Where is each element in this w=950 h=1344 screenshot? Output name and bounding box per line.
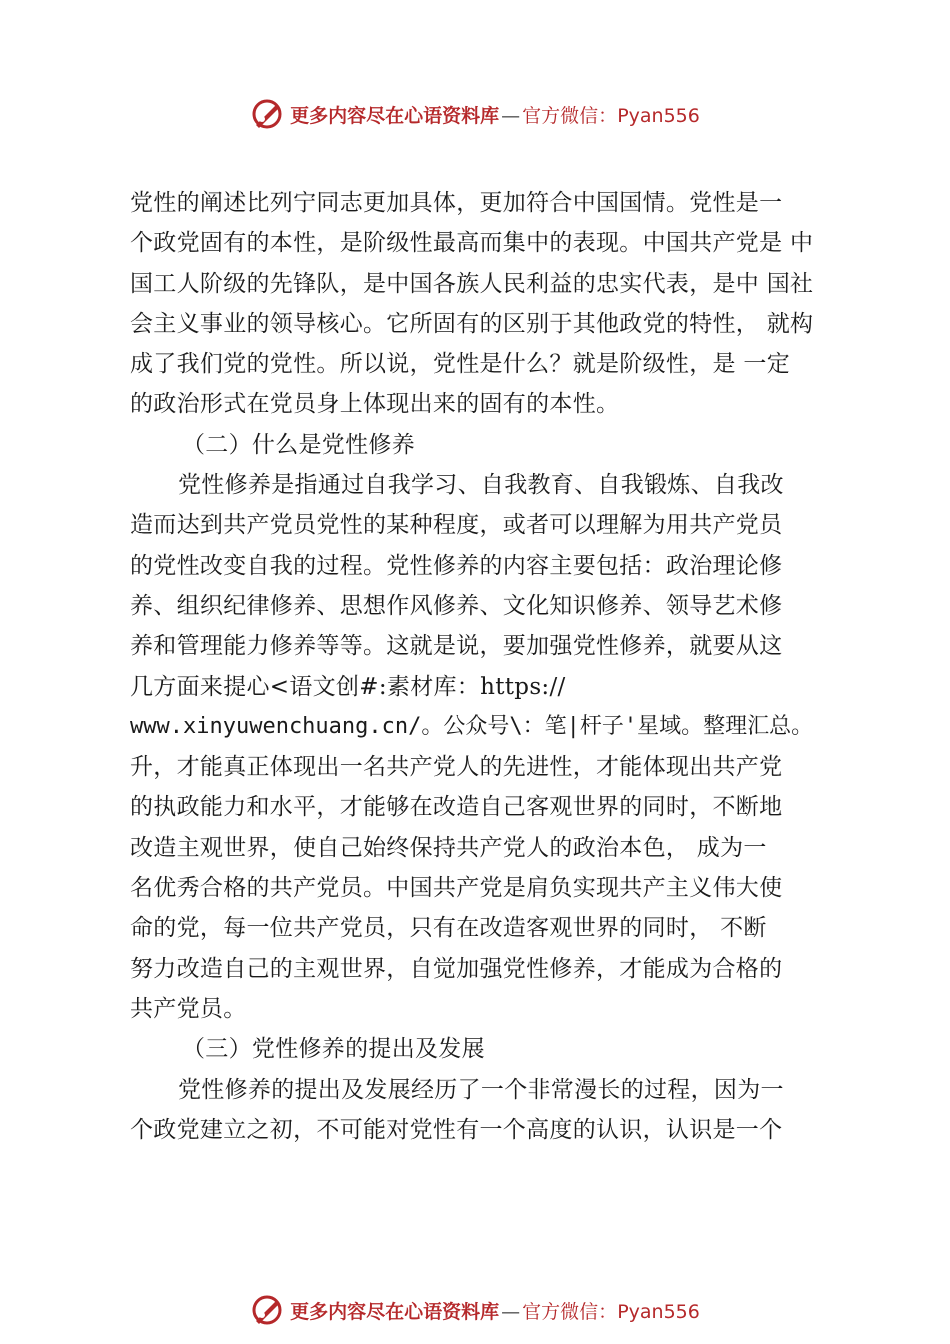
text-line: 改造主观世界，使自己始终保持共产党人的政治本色， 成为一 (130, 834, 767, 861)
pen-logo-icon (250, 97, 284, 131)
banner-text (290, 1297, 700, 1324)
text-line: 个政党建立之初，不可能对党性有一个高度的认识，认识是一个 (130, 1116, 783, 1143)
banner-wechat-id: Pyan556 (617, 104, 700, 127)
text-line: 命的党，每一位共产党员，只有在改造客观世界的同时， 不断 (130, 915, 767, 942)
text-line: 个政党固有的本性，是阶级性最高而集中的表现。中国共产党是 中 (130, 230, 814, 257)
text-line: 养和管理能力修养等等。这就是说，要加强党性修养，就要从这 (130, 633, 783, 660)
text-line: 党性修养是指通过自我学习、自我教育、自我锻炼、自我改 (178, 472, 784, 499)
footer-banner (0, 1290, 950, 1330)
banner-wechat-id: Pyan556 (617, 1300, 700, 1323)
text-line: 升，才能真正体现出一名共产党人的先进性，才能体现出共产党 (130, 754, 783, 781)
section-heading: （二）什么是党性修养 (182, 431, 415, 458)
text-line: 的政治形式在党员身上体现出来的固有的本性。 (130, 391, 620, 418)
text-line: www.xinyuwenchuang.cn/。公众号\：笔|杆子'星域。整理汇总。 (130, 713, 814, 739)
banner-wechat-label: 官方微信： (522, 104, 618, 127)
text-line: 会主义事业的领导核心。它所固有的区别于其他政党的特性， 就构 (130, 310, 814, 337)
text-line: 造而达到共产党员党性的某种程度，或者可以理解为用共产党员 (130, 512, 783, 539)
text-line: 党性修养的提出及发展经历了一个非常漫长的过程，因为一 (178, 1076, 784, 1103)
text-line: 几方面来提心<语文创#:素材库：https:// (130, 673, 566, 700)
text-line: 成了我们党的党性。所以说，党性是什么？就是阶级性，是 一定 (130, 351, 791, 378)
section-heading: （三）党性修养的提出及发展 (182, 1036, 485, 1063)
text-line: 名优秀合格的共产党员。中国共产党是肩负实现共产主义伟大使 (130, 875, 783, 902)
pen-logo-icon (250, 1293, 284, 1327)
text-line: 党性的阐述比列宁同志更加具体，更加符合中国国情。党性是一 (130, 190, 783, 216)
banner-text (290, 101, 700, 128)
text-line: 共产党员。 (130, 995, 247, 1022)
banner-wechat-label: 官方微信： (522, 1300, 618, 1323)
banner-library-name: 更多内容尽在心语资料库 (290, 104, 500, 127)
document-body (130, 183, 842, 1150)
header-banner (0, 94, 950, 134)
text-line: 养、组织纪律修养、思想作风修养、文化知识修养、领导艺术修 (130, 592, 783, 619)
banner-library-name: 更多内容尽在心语资料库 (290, 1300, 500, 1323)
text-line: 努力改造自己的主观世界，自觉加强党性修养，才能成为合格的 (130, 955, 783, 982)
text-line: 国工人阶级的先锋队，是中国各族人民利益的忠实代表，是中 国社 (130, 270, 814, 297)
text-line: 的执政能力和水平，才能够在改造自己客观世界的同时，不断地 (130, 794, 783, 821)
banner-dash: — (501, 104, 521, 127)
banner-dash: — (501, 1300, 521, 1323)
text-line: 的党性改变自我的过程。党性修养的内容主要包括：政治理论修 (130, 552, 783, 579)
